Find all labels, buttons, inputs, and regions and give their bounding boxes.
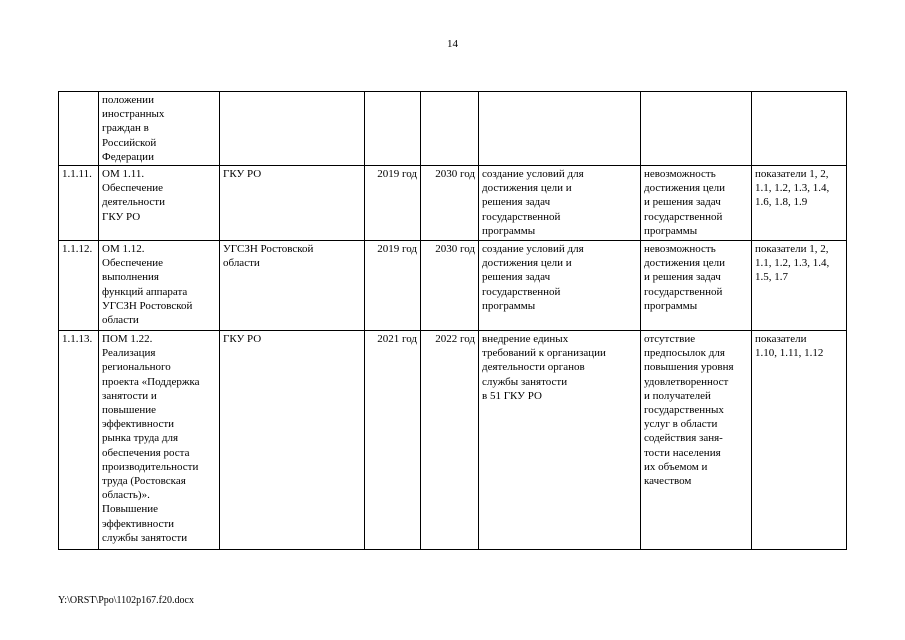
indicators: показатели 1.10, 1.11, 1.12 — [752, 331, 847, 550]
row-number — [59, 92, 99, 166]
consequence: невозможность достижения цели и решения задач государственной программы — [641, 166, 752, 241]
row-number: 1.1.13. — [59, 331, 99, 550]
executor: УГСЗН Ростовской области — [220, 241, 365, 331]
indicators: показатели 1, 2, 1.1, 1.2, 1.3, 1.4, 1.6, 1.8, 1.9 — [752, 166, 847, 241]
expected-result: создание условий для достижения цели и решения задач государственной программы — [479, 241, 641, 331]
page-number: 14 — [447, 38, 458, 50]
table-row — [59, 166, 847, 241]
measures-table — [58, 91, 847, 550]
end-year: 2030 год — [421, 241, 479, 331]
executor: ГКУ РО — [220, 331, 365, 550]
start-year: 2019 год — [365, 241, 421, 331]
start-year: 2019 год — [365, 166, 421, 241]
measure-name: ПОМ 1.22. Реализация регионального проекта «Поддержка занятости и повышение эффективности рынка труда для обеспечения роста производительности труда (Ростовская область)». Повышение эффективности службы занятости — [99, 331, 220, 550]
start-year — [365, 92, 421, 166]
executor: ГКУ РО — [220, 166, 365, 241]
indicators: показатели 1, 2, 1.1, 1.2, 1.3, 1.4, 1.5, 1.7 — [752, 241, 847, 331]
end-year: 2030 год — [421, 166, 479, 241]
measure-name: положении иностранных граждан в Российской Федерации — [99, 92, 220, 166]
measure-name: ОМ 1.12. Обеспечение выполнения функций аппарата УГСЗН Ростовской области — [99, 241, 220, 331]
end-year — [421, 92, 479, 166]
end-year: 2022 год — [421, 331, 479, 550]
row-number: 1.1.11. — [59, 166, 99, 241]
measure-name: ОМ 1.11. Обеспечение деятельности ГКУ РО — [99, 166, 220, 241]
consequence: отсутствие предпосылок для повышения уровня удовлетворенност и получателей государственных услуг в области содействия заня- тости населения их объемом и качеством — [641, 331, 752, 550]
row-number: 1.1.12. — [59, 241, 99, 331]
indicators — [752, 92, 847, 166]
start-year: 2021 год — [365, 331, 421, 550]
table-row — [59, 331, 847, 550]
expected-result: внедрение единых требований к организации деятельности органов службы занятости в 51 ГКУ РО — [479, 331, 641, 550]
executor — [220, 92, 365, 166]
consequence: невозможность достижения цели и решения задач государственной программы — [641, 241, 752, 331]
expected-result — [479, 92, 641, 166]
table-row — [59, 92, 847, 166]
expected-result: создание условий для достижения цели и решения задач государственной программы — [479, 166, 641, 241]
table-row — [59, 241, 847, 331]
consequence — [641, 92, 752, 166]
file-path-footer: Y:\ORST\Ppo\1102p167.f20.docx — [58, 595, 194, 606]
